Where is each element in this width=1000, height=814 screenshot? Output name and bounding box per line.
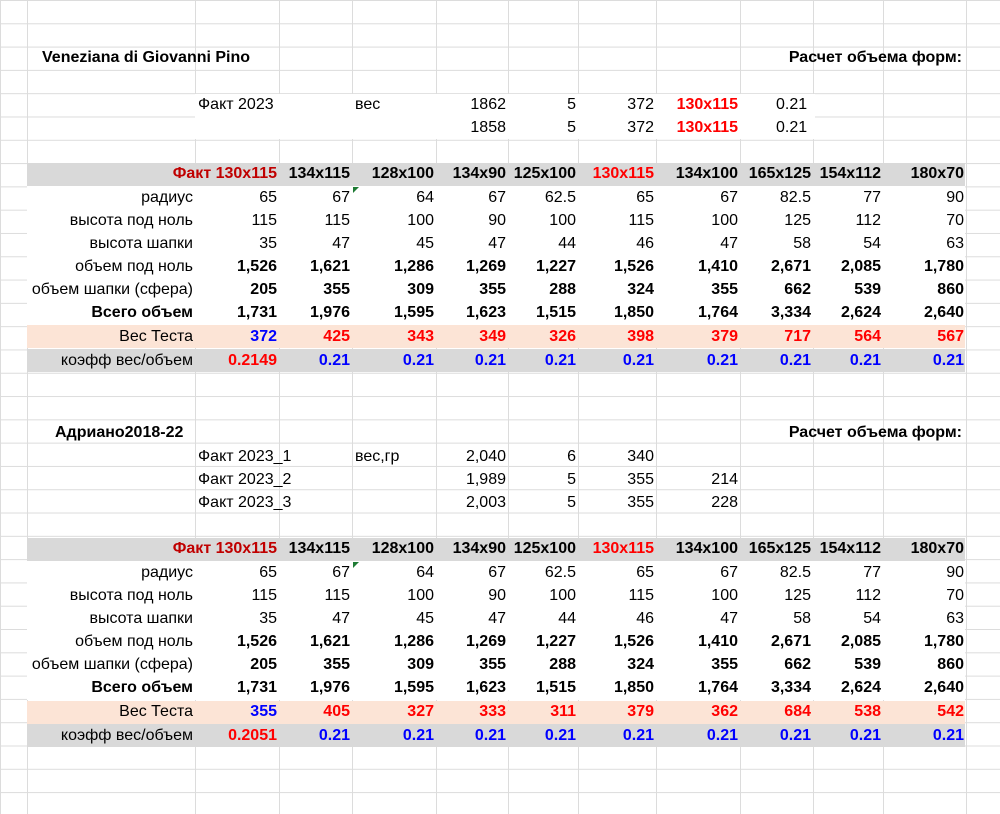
row-label[interactable]: объем шапки (сфера) (31, 656, 193, 673)
cell[interactable]: 0.21 (622, 352, 654, 369)
cell[interactable]: 70 (946, 587, 964, 604)
cell[interactable]: 100 (549, 212, 576, 229)
col-header[interactable]: 165x125 (748, 540, 811, 557)
col-header[interactable]: 130x115 (592, 165, 654, 182)
cell[interactable]: 67 (720, 564, 738, 581)
cell[interactable]: 90 (946, 564, 964, 581)
cell[interactable]: 0.21 (544, 727, 576, 744)
col-header[interactable]: 165x125 (748, 165, 811, 182)
cell[interactable]: 44 (558, 610, 576, 627)
cell[interactable]: 65 (636, 189, 654, 206)
cell[interactable]: 125 (784, 587, 811, 604)
cell[interactable]: 47 (720, 235, 738, 252)
cell[interactable]: 45 (416, 610, 434, 627)
cell[interactable]: 288 (549, 656, 576, 673)
cell[interactable]: 324 (627, 656, 654, 673)
col-header-fact[interactable]: Факт 130x115 (172, 540, 277, 557)
cell[interactable]: 3,334 (770, 679, 811, 696)
cell[interactable]: 326 (549, 328, 576, 345)
cell[interactable]: 1,526 (236, 258, 277, 275)
fact-per-piece[interactable]: 355 (627, 494, 654, 511)
cell[interactable]: 112 (855, 212, 881, 229)
cell[interactable]: 0.21 (849, 352, 881, 369)
cell[interactable]: 205 (250, 656, 277, 673)
fact-size[interactable]: 130x115 (676, 96, 738, 113)
cell[interactable]: 355 (479, 281, 506, 298)
cell[interactable]: 0.21 (318, 727, 350, 744)
cell[interactable]: 355 (479, 656, 506, 673)
fact-unit[interactable]: вес,гр (355, 448, 400, 465)
cell[interactable]: 538 (854, 703, 881, 720)
row-label[interactable]: радиус (141, 564, 193, 581)
cell[interactable]: 63 (946, 610, 964, 627)
fact-extra[interactable]: 214 (711, 471, 738, 488)
cell[interactable]: 717 (784, 328, 811, 345)
cell[interactable]: 1,731 (236, 304, 277, 321)
cell[interactable]: 0.2149 (228, 352, 277, 369)
cell[interactable]: 205 (250, 281, 277, 298)
cell[interactable]: 355 (323, 281, 350, 298)
cell[interactable]: 1,515 (535, 304, 576, 321)
fact-weight[interactable]: 2,040 (465, 448, 506, 465)
cell[interactable]: 1,227 (535, 258, 576, 275)
fact-per-piece[interactable]: 372 (627, 119, 654, 136)
cell[interactable]: 2,640 (923, 679, 964, 696)
cell[interactable]: 372 (250, 328, 277, 345)
col-header[interactable]: 128x100 (371, 165, 434, 182)
row-label[interactable]: Вес Теста (119, 328, 193, 345)
cell[interactable]: 115 (251, 587, 277, 604)
cell[interactable]: 54 (863, 235, 881, 252)
cell[interactable]: 58 (793, 235, 811, 252)
cell[interactable]: 2,671 (770, 633, 811, 650)
cell[interactable]: 0.21 (849, 727, 881, 744)
cell[interactable]: 47 (332, 235, 350, 252)
cell[interactable]: 100 (711, 212, 738, 229)
cell[interactable]: 2,624 (840, 679, 881, 696)
cell[interactable]: 0.21 (779, 727, 811, 744)
fact-label[interactable]: Факт 2023_3 (198, 494, 292, 511)
fact-count[interactable]: 5 (567, 494, 576, 511)
cell[interactable]: 115 (324, 587, 350, 604)
cell[interactable]: 115 (251, 212, 277, 229)
cell[interactable]: 1,623 (465, 679, 506, 696)
cell[interactable]: 379 (711, 328, 738, 345)
cell[interactable]: 46 (636, 610, 654, 627)
cell[interactable]: 0.21 (706, 352, 738, 369)
col-header[interactable]: 154x112 (819, 165, 881, 182)
fact-unit[interactable]: вес (355, 96, 381, 113)
cell[interactable]: 309 (407, 281, 434, 298)
fact-coef[interactable]: 0.21 (776, 119, 808, 136)
row-label[interactable]: коэфф вес/объем (60, 352, 193, 369)
col-header[interactable]: 134x90 (452, 165, 506, 182)
cell[interactable]: 77 (863, 189, 881, 206)
cell[interactable]: 65 (259, 189, 277, 206)
cell[interactable]: 539 (854, 281, 881, 298)
col-header[interactable]: 134x115 (288, 540, 350, 557)
cell[interactable]: 100 (711, 587, 738, 604)
col-header[interactable]: 128x100 (371, 540, 434, 557)
cell[interactable]: 355 (711, 281, 738, 298)
cell[interactable]: 333 (479, 703, 506, 720)
col-header[interactable]: 134x115 (288, 165, 350, 182)
fact-count[interactable]: 5 (567, 471, 576, 488)
cell[interactable]: 1,621 (309, 633, 350, 650)
cell[interactable]: 1,227 (535, 633, 576, 650)
cell[interactable]: 539 (854, 656, 881, 673)
cell[interactable]: 82.5 (779, 189, 811, 206)
cell[interactable]: 47 (720, 610, 738, 627)
fact-weight[interactable]: 1,989 (465, 471, 506, 488)
cell[interactable]: 1,410 (697, 258, 738, 275)
cell[interactable]: 425 (323, 328, 350, 345)
cell[interactable]: 0.21 (474, 727, 506, 744)
cell[interactable]: 65 (259, 564, 277, 581)
row-label[interactable]: Всего объем (91, 679, 193, 696)
cell[interactable]: 3,334 (770, 304, 811, 321)
row-label[interactable]: коэфф вес/объем (60, 727, 193, 744)
cell[interactable]: 860 (937, 281, 964, 298)
cell[interactable]: 100 (407, 212, 434, 229)
cell[interactable]: 67 (488, 564, 506, 581)
cell[interactable]: 2,640 (923, 304, 964, 321)
col-header[interactable]: 134x90 (452, 540, 506, 557)
cell[interactable]: 0.21 (402, 352, 434, 369)
section2-title[interactable]: Адриано2018-22 (55, 424, 184, 441)
cell[interactable]: 0.21 (932, 352, 964, 369)
cell[interactable]: 564 (854, 328, 881, 345)
cell[interactable]: 2,671 (770, 258, 811, 275)
cell[interactable]: 62.5 (544, 189, 576, 206)
col-header[interactable]: 134x100 (675, 540, 738, 557)
cell[interactable]: 1,286 (393, 633, 434, 650)
cell[interactable]: 115 (324, 212, 350, 229)
cell[interactable]: 100 (407, 587, 434, 604)
cell[interactable]: 67 (332, 564, 350, 581)
cell[interactable]: 1,780 (923, 633, 964, 650)
cell[interactable]: 684 (784, 703, 811, 720)
col-header[interactable]: 125x100 (513, 540, 576, 557)
cell[interactable]: 0.2051 (228, 727, 277, 744)
fact-weight[interactable]: 1862 (470, 96, 506, 113)
col-header[interactable]: 154x112 (819, 540, 881, 557)
cell[interactable]: 1,780 (923, 258, 964, 275)
cell[interactable]: 1,621 (309, 258, 350, 275)
row-label[interactable]: Вес Теста (119, 703, 193, 720)
cell[interactable]: 64 (416, 564, 434, 581)
fact-per-piece[interactable]: 372 (627, 96, 654, 113)
col-header[interactable]: 130x115 (592, 540, 654, 557)
cell[interactable]: 662 (784, 281, 811, 298)
cell[interactable]: 62.5 (544, 564, 576, 581)
cell[interactable]: 324 (627, 281, 654, 298)
cell[interactable]: 90 (488, 587, 506, 604)
fact-weight[interactable]: 1858 (470, 119, 506, 136)
cell[interactable]: 1,623 (465, 304, 506, 321)
cell[interactable]: 2,085 (840, 258, 881, 275)
fact-count[interactable]: 5 (567, 119, 576, 136)
cell[interactable]: 44 (558, 235, 576, 252)
cell[interactable]: 35 (259, 235, 277, 252)
col-header-fact[interactable]: Факт 130x115 (172, 165, 277, 182)
cell[interactable]: 355 (250, 703, 277, 720)
cell[interactable]: 90 (946, 189, 964, 206)
cell[interactable]: 0.21 (474, 352, 506, 369)
cell[interactable]: 405 (323, 703, 350, 720)
cell[interactable]: 1,269 (465, 258, 506, 275)
cell[interactable]: 1,595 (393, 304, 434, 321)
cell[interactable]: 1,850 (613, 304, 654, 321)
cell[interactable]: 1,526 (236, 633, 277, 650)
col-header[interactable]: 180x70 (910, 540, 964, 557)
fact-extra[interactable]: 228 (711, 494, 738, 511)
cell[interactable]: 1,286 (393, 258, 434, 275)
cell[interactable]: 47 (488, 235, 506, 252)
cell[interactable]: 54 (863, 610, 881, 627)
fact-count[interactable]: 6 (567, 448, 576, 465)
cell[interactable]: 47 (488, 610, 506, 627)
row-label[interactable]: объем под ноль (75, 258, 193, 275)
row-label[interactable]: высота шапки (89, 610, 193, 627)
cell[interactable]: 63 (946, 235, 964, 252)
cell[interactable]: 542 (937, 703, 964, 720)
row-label[interactable]: радиус (141, 189, 193, 206)
cell[interactable]: 46 (636, 235, 654, 252)
cell[interactable]: 0.21 (932, 727, 964, 744)
col-header[interactable]: 134x100 (675, 165, 738, 182)
cell[interactable]: 1,410 (697, 633, 738, 650)
cell[interactable]: 311 (550, 703, 576, 720)
col-header[interactable]: 125x100 (513, 165, 576, 182)
cell[interactable]: 1,850 (613, 679, 654, 696)
fact-weight[interactable]: 2,003 (465, 494, 506, 511)
cell[interactable]: 1,976 (309, 304, 350, 321)
cell[interactable]: 1,595 (393, 679, 434, 696)
cell[interactable]: 860 (937, 656, 964, 673)
fact-count[interactable]: 5 (567, 96, 576, 113)
cell[interactable]: 67 (488, 189, 506, 206)
row-label[interactable]: высота шапки (89, 235, 193, 252)
cell[interactable]: 1,526 (613, 633, 654, 650)
cell[interactable]: 379 (627, 703, 654, 720)
cell[interactable]: 349 (479, 328, 506, 345)
row-label[interactable]: объем под ноль (75, 633, 193, 650)
cell[interactable]: 64 (416, 189, 434, 206)
section2-calc-title[interactable]: Расчет объема форм: (788, 424, 962, 441)
cell[interactable]: 567 (937, 328, 964, 345)
cell[interactable]: 82.5 (779, 564, 811, 581)
cell[interactable]: 327 (407, 703, 434, 720)
cell[interactable]: 100 (549, 587, 576, 604)
fact-per-piece[interactable]: 340 (627, 448, 654, 465)
cell[interactable]: 0.21 (318, 352, 350, 369)
cell[interactable]: 47 (332, 610, 350, 627)
cell[interactable]: 2,624 (840, 304, 881, 321)
cell[interactable]: 1,731 (236, 679, 277, 696)
cell[interactable]: 1,764 (697, 304, 738, 321)
cell[interactable]: 58 (793, 610, 811, 627)
cell[interactable]: 362 (711, 703, 738, 720)
cell[interactable]: 288 (549, 281, 576, 298)
cell[interactable]: 112 (855, 587, 881, 604)
section1-calc-title[interactable]: Расчет объема форм: (788, 49, 962, 66)
fact-label[interactable]: Факт 2023_2 (198, 471, 292, 488)
fact-per-piece[interactable]: 355 (627, 471, 654, 488)
cell[interactable]: 343 (407, 328, 434, 345)
cell[interactable]: 0.21 (544, 352, 576, 369)
row-label[interactable]: высота под ноль (69, 212, 193, 229)
row-label[interactable]: объем шапки (сфера) (31, 281, 193, 298)
cell[interactable]: 90 (488, 212, 506, 229)
fact-coef[interactable]: 0.21 (776, 96, 808, 113)
cell[interactable]: 65 (636, 564, 654, 581)
cell[interactable]: 67 (332, 189, 350, 206)
col-header[interactable]: 180x70 (910, 165, 964, 182)
cell[interactable]: 70 (946, 212, 964, 229)
cell[interactable]: 0.21 (402, 727, 434, 744)
cell[interactable]: 115 (628, 212, 654, 229)
cell[interactable]: 125 (784, 212, 811, 229)
cell[interactable]: 662 (784, 656, 811, 673)
cell[interactable]: 2,085 (840, 633, 881, 650)
cell[interactable]: 398 (627, 328, 654, 345)
cell[interactable]: 309 (407, 656, 434, 673)
cell[interactable]: 0.21 (622, 727, 654, 744)
cell[interactable]: 115 (628, 587, 654, 604)
cell[interactable]: 1,976 (309, 679, 350, 696)
row-label[interactable]: Всего объем (91, 304, 193, 321)
cell[interactable]: 67 (720, 189, 738, 206)
cell[interactable]: 45 (416, 235, 434, 252)
cell[interactable]: 77 (863, 564, 881, 581)
cell[interactable]: 1,269 (465, 633, 506, 650)
fact-label[interactable]: Факт 2023_1 (198, 448, 292, 465)
cell[interactable]: 1,764 (697, 679, 738, 696)
row-label[interactable]: высота под ноль (69, 587, 193, 604)
cell[interactable]: 0.21 (706, 727, 738, 744)
cell[interactable]: 0.21 (779, 352, 811, 369)
cell[interactable]: 1,526 (613, 258, 654, 275)
fact-size[interactable]: 130x115 (676, 119, 738, 136)
grid-line (966, 0, 967, 814)
cell[interactable]: 355 (711, 656, 738, 673)
section1-title[interactable]: Veneziana di Giovanni Pino (42, 49, 251, 66)
cell[interactable]: 35 (259, 610, 277, 627)
cell[interactable]: 355 (323, 656, 350, 673)
cell[interactable]: 1,515 (535, 679, 576, 696)
fact-label[interactable]: Факт 2023 (198, 96, 274, 113)
